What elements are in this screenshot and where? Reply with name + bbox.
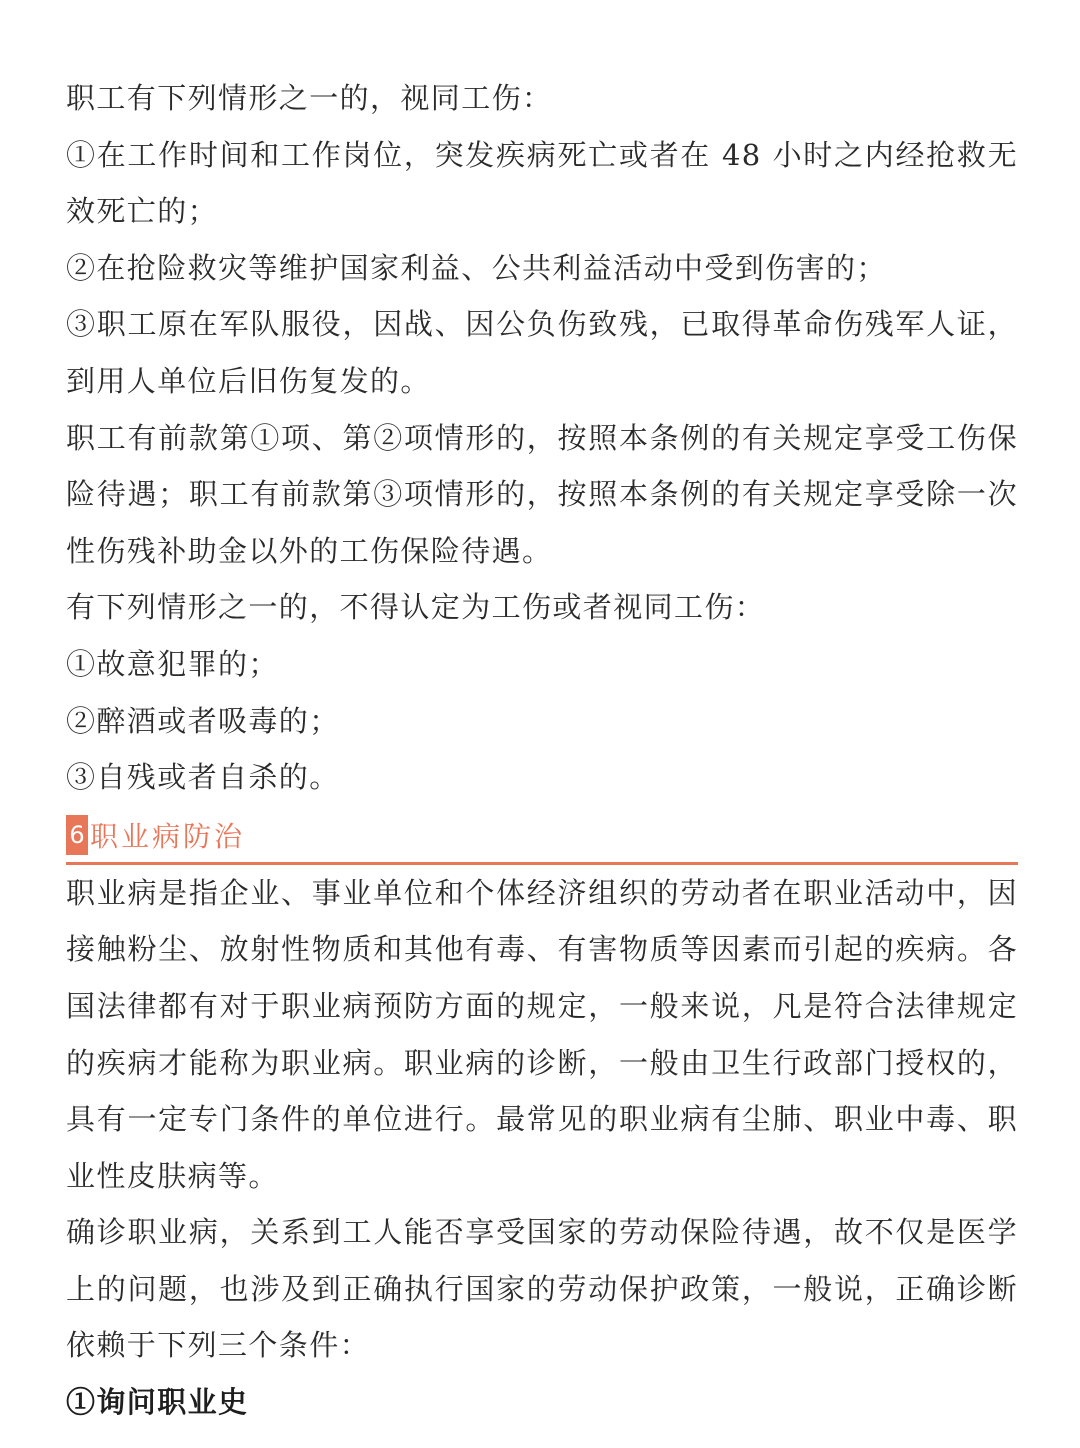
paragraph-exclusion-3: ③自残或者自杀的。 xyxy=(66,760,340,795)
paragraph-item-1: ①在工作时间和工作岗位，突发疾病死亡或者在 48 小时之内经抢救无效死亡的； xyxy=(66,137,1018,229)
paragraph-exclusions-intro: 有下列情形之一的，不得认定为工伤或者视同工伤： xyxy=(66,590,766,625)
section-heading xyxy=(66,807,1018,863)
paragraph-item-3: ③职工原在军队服役，因战、因公负伤致残，已取得革命伤残军人证，到用人单位后旧伤复发的。 xyxy=(66,307,1018,398)
paragraph-diagnosis: 确诊职业病，关系到工人能否享受国家的劳动保险待遇，故不仅是医学上的问题，也涉及到正确执行国家的劳动保护政策，一般说，正确诊断依赖于下列三个条件： xyxy=(66,1215,1018,1363)
subheading-occupational-history: ①询问职业史 xyxy=(66,1385,249,1420)
paragraph-deemed-injury-intro: 职工有下列情形之一的，视同工伤： xyxy=(66,81,553,115)
document-page xyxy=(66,70,1018,1431)
paragraph-item-2: ②在抢险救灾等维护国家利益、公共利益活动中受到伤害的； xyxy=(66,250,887,285)
paragraph-benefits: 职工有前款第①项、第②项情形的，按照本条例的有关规定享受工伤保险待遇；职工有前款第③项情形的，按照本条例的有关规定享受除一次性伤残补助金以外的工伤保险待遇。 xyxy=(66,420,1018,568)
section-title: 职业病防治 xyxy=(90,819,246,853)
paragraph-exclusion-1: ①故意犯罪的； xyxy=(66,646,279,681)
section-divider xyxy=(66,862,1018,865)
paragraph-definition: 职业病是指企业、事业单位和个体经济组织的劳动者在职业活动中，因接触粉尘、放射性物质和其他有毒、有害物质等因素而引起的疾病。各国法律都有对于职业病预防方面的规定，一般来说，凡是符合法律规定的疾病才能称为职业病。职业病的诊断，一般由卫生行政部门授权的，具有一定专门条件的单位进行。最常见的职业病有尘肺、职业中毒、职业性皮肤病等。 xyxy=(66,875,1018,1193)
paragraph-exclusion-2: ②醉酒或者吸毒的； xyxy=(66,703,340,738)
section-number-badge: 6 xyxy=(66,815,88,855)
